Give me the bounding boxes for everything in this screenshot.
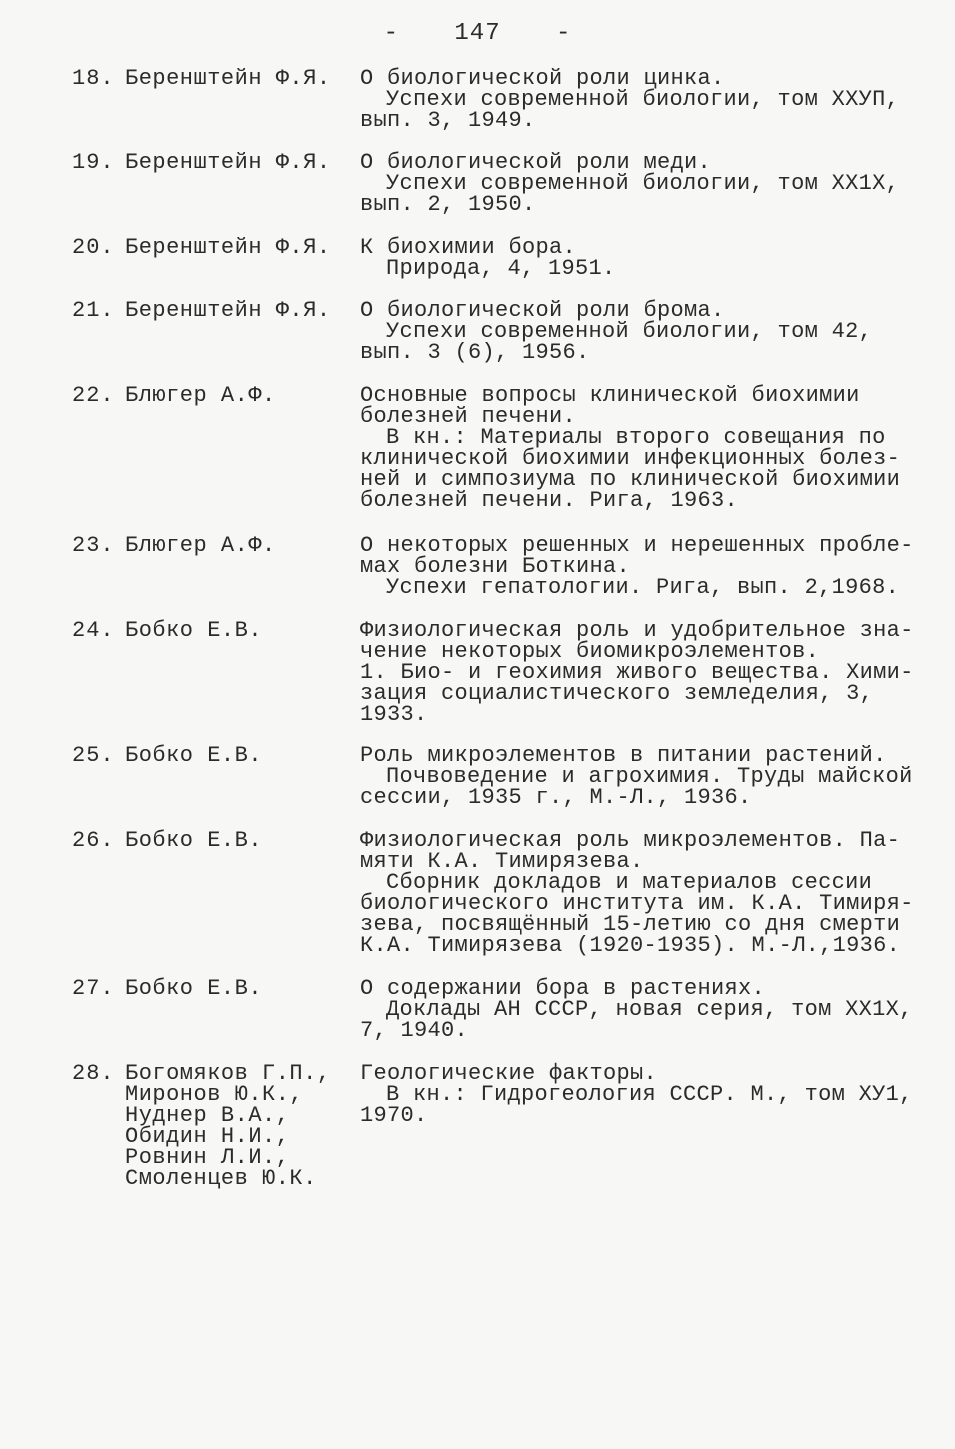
citation-line: Физиологическая роль микроэлементов. Па- [360,828,901,853]
citation-line: вып. 3 (6), 1956. [360,340,590,365]
entry-authors [125,620,345,641]
citation-line: биологического института им. К.А. Тимиря- [360,891,914,916]
citation-line: Доклады АН СССР, новая серия, том ХХ1Х, [386,997,913,1022]
entry-authors [125,385,345,406]
entry-number: 23. [72,533,115,558]
entry-number: 18. [72,66,115,91]
citation-line: О биологической роли брома. [360,298,725,323]
citation-line: В кн.: Материалы второго совещания по [386,425,886,450]
author-name: Бобко Е.В. [125,976,263,1001]
entry-authors [125,745,345,766]
page-header [0,20,955,47]
citation-line: вып. 3, 1949. [360,108,536,133]
citation-line: В кн.: Гидрогеология СССР. М., том ХУ1, [386,1082,913,1107]
citation-line: 1. Био- и геохимия живого вещества. Хими- [360,660,914,685]
author-name: Смоленцев Ю.К. [125,1166,317,1191]
entry-citation [360,976,913,1043]
citation-line: мах болезни Боткина. [360,554,631,579]
citation-line: болезней печени. [360,404,577,429]
citation-line: 1933. [360,702,428,727]
author-name: Ровнин Л.И., [125,1145,290,1170]
entry-number: 22. [72,383,115,408]
entry-citation [360,1061,913,1128]
entry-authors [125,237,345,258]
citation-line: ней и симпозиума по клинической биохимии [360,467,901,492]
entry-number: 19. [72,150,115,175]
author-name: Нуднер В.А., [125,1103,290,1128]
citation-line: зева, посвящённый 15-летию со дня смерти [360,912,901,937]
author-name: Беренштейн Ф.Я. [125,150,331,175]
entry-citation [360,385,900,511]
citation-line: Успехи гепатологии. Рига, вып. 2,1968. [386,575,900,600]
entry-number: 28. [72,1061,115,1086]
citation-line: Почвоведение и агрохимия. Труды майской [386,764,913,789]
entry-citation [360,828,914,958]
citation-line: 7, 1940. [360,1018,469,1043]
entry-authors [125,1063,345,1189]
citation-line: О содержании бора в растениях. [360,976,766,1001]
entry-number: 21. [72,298,115,323]
citation-line: Физиологическая роль и удобрительное зна- [360,618,914,643]
citation-line: мяти К.А. Тимирязева. [360,849,644,874]
citation-line: Основные вопросы клинической биохимии [360,383,860,408]
author-name: Обидин Н.И., [125,1124,290,1149]
entry-citation [360,300,900,363]
citation-line: О некоторых решенных и нерешенных пробле- [360,533,914,558]
page-number: 147 [454,20,501,47]
author-name: Беренштейн Ф.Я. [125,66,331,91]
citation-line: Успехи современной биологии, том ХХ1Х, [386,171,900,196]
citation-line: зация социалистического земледелия, 3, [360,681,874,706]
entry-authors [125,68,345,89]
entry-authors [125,978,345,999]
entry-citation [360,533,914,600]
author-name: Беренштейн Ф.Я. [125,298,331,323]
citation-line: чение некоторых биомикроэлементов. [360,639,820,664]
author-name: Бобко Е.В. [125,828,263,853]
citation-line: О биологической роли меди. [360,150,712,175]
citation-line: Сборник докладов и материалов сессии [386,870,873,895]
entry-citation [360,618,914,727]
citation-line: Природа, 4, 1951. [386,256,616,281]
entry-citation [360,152,900,215]
entry-citation [360,743,913,810]
entry-authors [125,830,345,851]
citation-line: сессии, 1935 г., М.-Л., 1936. [360,785,752,810]
entry-number: 24. [72,618,115,643]
entry-citation [360,237,900,279]
citation-line: К биохимии бора. [360,235,577,260]
citation-line: 1970. [360,1103,428,1128]
entry-number: 20. [72,235,115,260]
author-name: Блюгер А.Ф. [125,533,276,558]
author-name: Блюгер А.Ф. [125,383,276,408]
header-dash-left: - [383,20,399,47]
entry-number: 27. [72,976,115,1001]
citation-line: К.А. Тимирязева (1920-1935). М.-Л.,1936. [360,933,901,958]
citation-line: Геологические факторы. [360,1061,658,1086]
entry-number: 25. [72,743,115,768]
author-name: Бобко Е.В. [125,743,263,768]
entry-number: 26. [72,828,115,853]
entry-authors [125,152,345,173]
citation-line: О биологической роли цинка. [360,66,725,91]
entry-citation [360,68,900,131]
citation-line: Роль микроэлементов в питании растений. [360,743,887,768]
author-name: Миронов Ю.К., [125,1082,304,1107]
header-dash-right: - [556,20,572,47]
entry-authors [125,535,345,556]
citation-line: вып. 2, 1950. [360,192,536,217]
citation-line: Успехи современной биологии, том 42, [386,319,873,344]
citation-line: болезней печени. Рига, 1963. [360,488,739,513]
author-name: Бобко Е.В. [125,618,263,643]
author-name: Беренштейн Ф.Я. [125,235,331,260]
author-name: Богомяков Г.П., [125,1061,331,1086]
entry-authors [125,300,345,321]
citation-line: Успехи современной биологии, том ХХУП, [386,87,900,112]
citation-line: клинической биохимии инфекционных болез- [360,446,901,471]
